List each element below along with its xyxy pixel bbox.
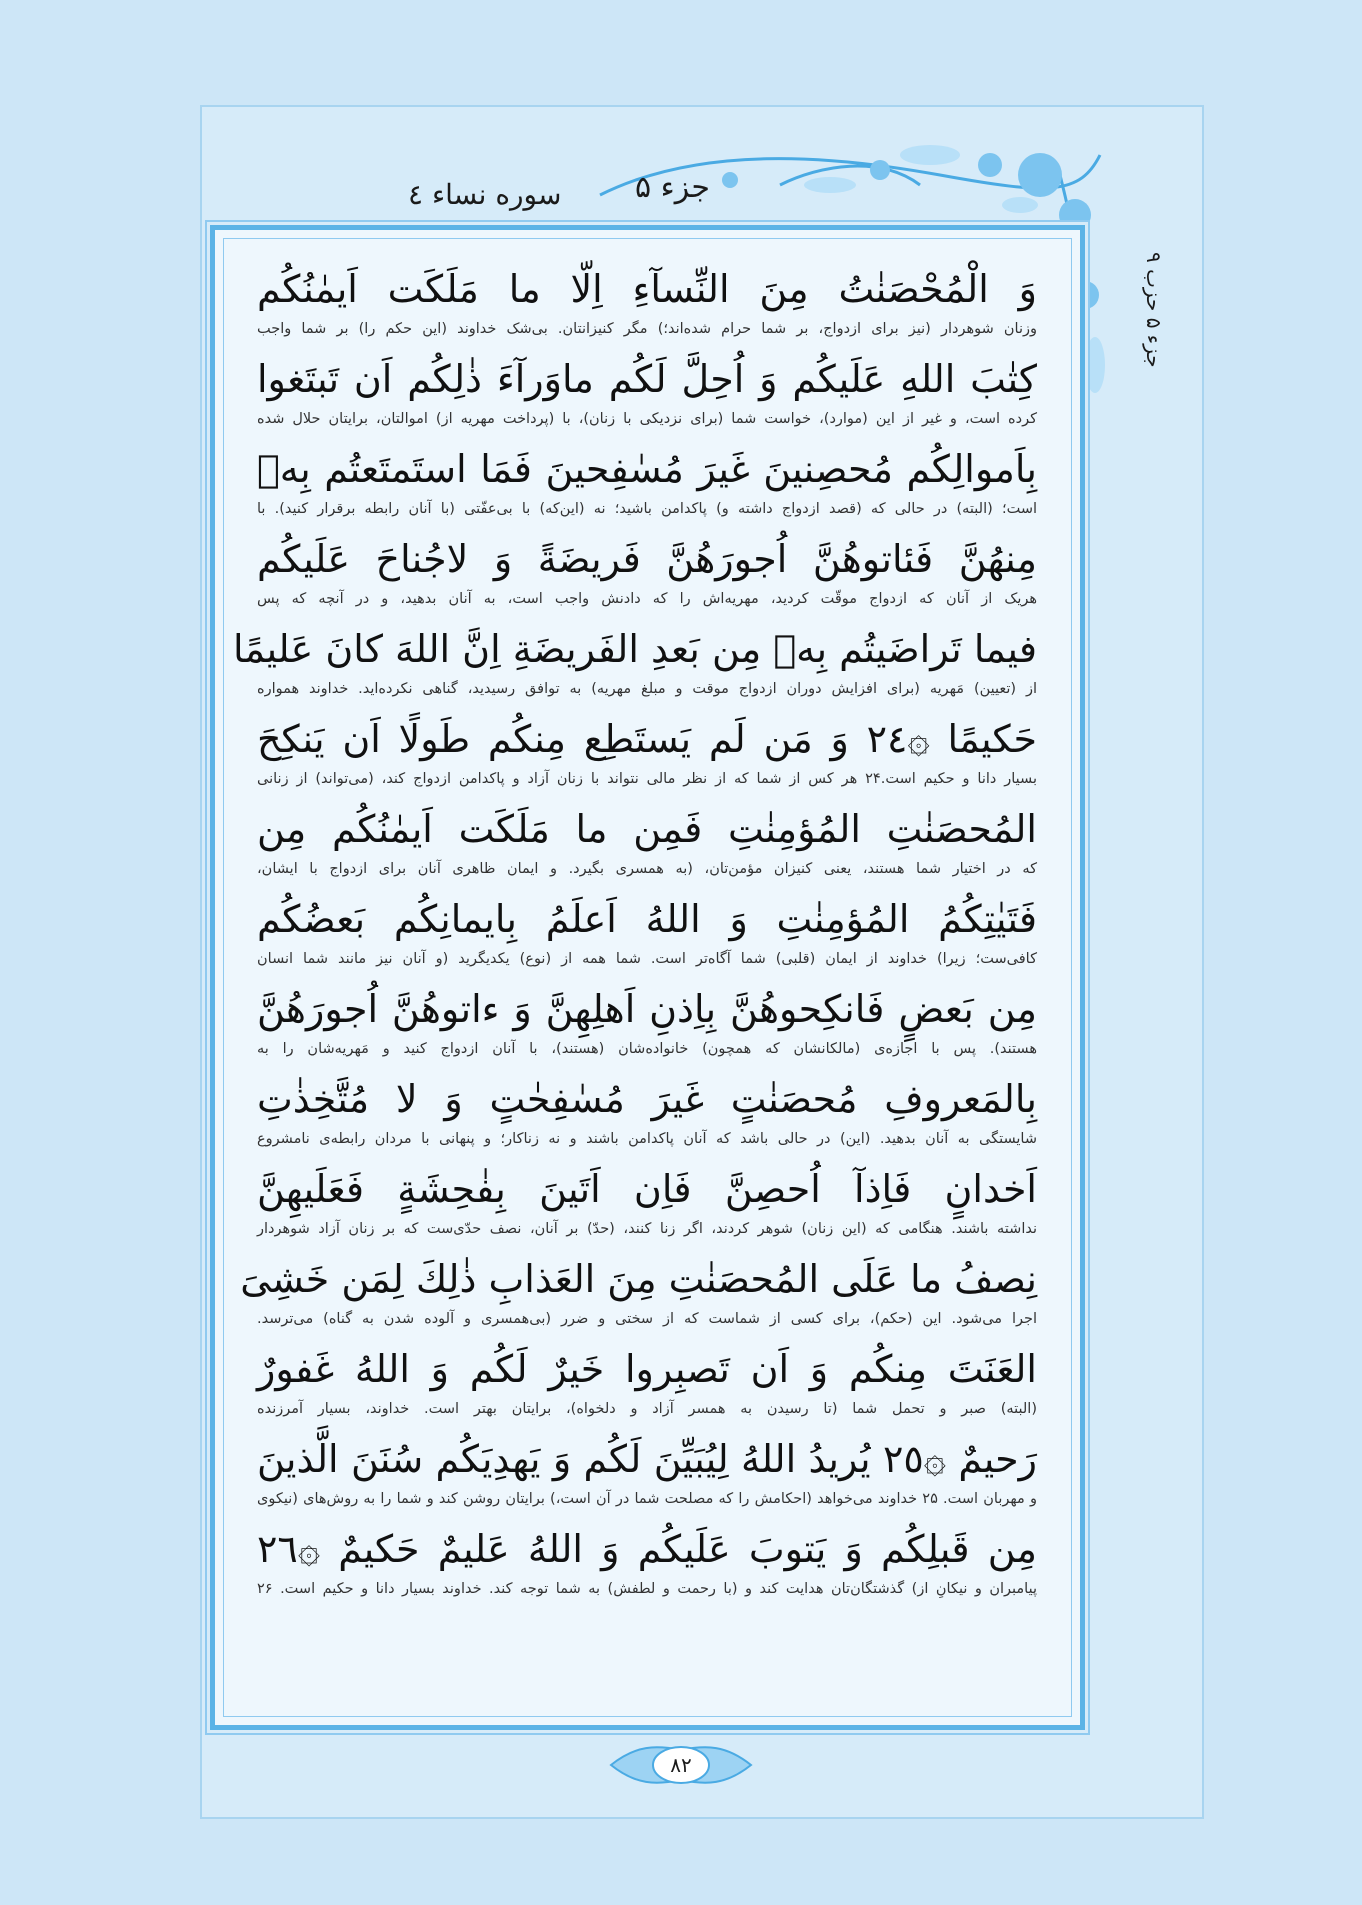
arabic-text: حَکیمًا ۞٢٤ وَ مَن لَم یَستَطِع مِنکُم طَولًا اَن یَنکِحَ <box>257 717 1037 761</box>
verse-line <box>257 1160 1037 1250</box>
persian-translation: از (تعیین) مَهریه (برای افزایش دوران ازدواج موقت و مبلغ مهریه) به توافق رسیدید، گناهی نکرده‌اید. خداوند همواره <box>257 681 1037 697</box>
side-label: جزء ۵ حزب ۹ <box>1142 252 1166 368</box>
arabic-text: العَنَتَ مِنکُم وَ اَن تَصبِروا خَیرٌ لَکُم وَ اللهُ غَفورٌ <box>257 1347 1037 1391</box>
verse-line <box>240 1250 1037 1340</box>
persian-translation: که در اختیار شما هستند، یعنی کنیزان مؤمن‌تان، (به همسری بگیرد. و ایمان ظاهری آنان برای ازدواج با ایشان، <box>257 861 1037 877</box>
text-panel <box>210 225 1085 1730</box>
persian-translation: نداشته باشند. هنگامی که (این زنان) شوهر کردند، اگر زنا کنند، (حدّ) بر آنان، نصف حدّی‌ست که بر زنان آزاد شوهردار <box>257 1221 1037 1237</box>
verse-line <box>257 350 1037 440</box>
persian-translation: هستند). پس با اجازه‌ی (مالکانشان که همچون) خانواده‌شان (هستند)، با آنان ازدواج کنید و مَهریه‌شان را به <box>257 1041 1037 1057</box>
arabic-text: اَخدانٍ فَاِذآ اُحصِنَّ فَاِن اَتَینَ بِفٰحِشَةٍ فَعَلَیهِنَّ <box>257 1167 1037 1211</box>
persian-translation: و مهربان است. ۲۵ خداوند می‌خواهد (احکامش را که مصلحت شما در آن است،) برایتان روشن کند و شما را به روش‌های (نیکوی <box>257 1491 1037 1507</box>
arabic-text: مِن قَبلِکُم وَ یَتوبَ عَلَیکُم وَ اللهُ عَلیمٌ حَکیمٌ ۞٢٦ <box>257 1527 1037 1571</box>
arabic-text: فَتَیٰتِکُمُ المُؤمِنٰتِ وَ اللهُ اَعلَمُ بِایمانِکُم بَعضُکُم <box>257 897 1037 941</box>
arabic-text: مِنهُنَّ فَئاتوهُنَّ اُجورَهُنَّ فَریضَةً وَ لاجُناحَ عَلَیکُم <box>257 537 1037 581</box>
verse-line <box>257 440 1037 530</box>
arabic-text: نِصفُ ما عَلَی المُحصَنٰتِ مِنَ العَذابِ ذٰلِكَ لِمَن خَشِیَ <box>240 1257 1037 1301</box>
arabic-text: بِالمَعروفِ مُحصَنٰتٍ غَیرَ مُسٰفِحٰتٍ وَ لا مُتَّخِذٰتِ <box>257 1077 1037 1121</box>
verse-line <box>257 800 1037 890</box>
verses-list <box>233 260 1038 1610</box>
verse-line <box>257 1340 1037 1430</box>
verse-line <box>257 710 1037 800</box>
juz-label: جزء ۵ <box>635 170 710 205</box>
persian-translation: شایستگی به آنان بدهید. (این) در حالی باشد که آنان پاکدامن باشند و نه زناکار؛ و پنهانی با مردان رابطه‌ی نامشروع <box>257 1131 1037 1147</box>
page-number: ٨٢ <box>670 1753 692 1777</box>
arabic-text: وَ الْمُحْصَنٰتُ مِنَ النِّسآءِ اِلّا ما مَلَكَت اَیمٰنُکُم <box>257 267 1037 311</box>
verse-line <box>257 1520 1037 1610</box>
arabic-text: فیما تَراضَیتُم بِهٖ مِن بَعدِ الفَریضَةِ اِنَّ اللهَ کانَ عَلیمًا <box>233 627 1037 671</box>
verse-line <box>257 890 1037 980</box>
persian-translation: پیامبران و نیکانِ از) گذشتگان‌تان هدایت کند و (با رحمت و لطفش) به شما توجه کند. خداوند بسیار دانا و حکیم است. ۲۶ <box>257 1581 1037 1597</box>
verse-line <box>257 980 1037 1070</box>
arabic-text: مِن بَعضٍ فَانکِحوهُنَّ بِاِذنِ اَهلِهِنَّ وَ ءاتوهُنَّ اُجورَهُنَّ <box>257 987 1037 1031</box>
persian-translation: هریک از آنان که ازدواج موقّت کردید، مهریه‌اش را که دادنش واجب است، به آنان بدهید، و در آنچه که پس <box>257 591 1037 607</box>
persian-translation: کرده است، و غیر از این (موارد)، خواست شما (برای نزدیکی با زنان)، با (پرداخت مهریه از) اموالتان، برایتان حلال شده <box>257 411 1037 427</box>
page-number-badge <box>606 1740 756 1790</box>
surah-label: سوره نساء ٤ <box>408 178 562 211</box>
persian-translation: کافی‌ست؛ زیرا) خداوند از ایمان (قلبی) شما آگاه‌تر است. شما همه از (نوع) یکدیگرید (و آنان نیز مانند شما انسان <box>257 951 1037 967</box>
persian-translation: بسیار دانا و حکیم است.۲۴ هر کس از شما که از نظر مالی نتواند با زنان آزاد و پاکدامن ازدواج کند، (می‌تواند) از زنانی <box>257 771 1038 787</box>
verse-line <box>257 530 1037 620</box>
persian-translation: اجرا می‌شود. این (حکم)، برای کسی از شماست که از سختی و ضرر (بی‌همسری و آلوده شدن به گناه) می‌ترسد. <box>257 1311 1037 1327</box>
persian-translation: وزنان شوهردار (نیز برای ازدواج، بر شما حرام شده‌اند؛) مگر کنیزانتان. بی‌شک خداوند (این حکم را) بر شما واجب <box>257 321 1037 337</box>
persian-translation: است؛ (البته) در حالی که (قصد ازدواج داشته و) پاکدامن باشید؛ نه (این‌که) با بی‌عفّتی (با آنان رابطه برقرار کنید). با <box>257 501 1037 517</box>
arabic-text: بِاَموالِکُم مُحصِنینَ غَیرَ مُسٰفِحینَ فَمَا استَمتَعتُم بِهٖ <box>257 447 1037 491</box>
arabic-text: کِتٰبَ اللهِ عَلَیکُم وَ اُحِلَّ لَکُم ماوَرآءَ ذٰلِکُم اَن تَبتَغوا <box>257 357 1037 401</box>
verse-line <box>257 1430 1037 1520</box>
verse-line <box>257 260 1037 350</box>
verse-line <box>257 1070 1037 1160</box>
arabic-text: المُحصَنٰتِ المُؤمِنٰتِ فَمِن ما مَلَکَت اَیمٰنُکُم مِن <box>257 807 1037 851</box>
page-header <box>0 170 1362 220</box>
persian-translation: (البته) صبر و تحمل شما (تا رسیدن به همسر آزاد و دلخواه)، برایتان بهتر است. خداوند، بسیار آمرزنده <box>257 1401 1037 1417</box>
arabic-text: رَحیمٌ ۞٢٥ یُریدُ اللهُ لِیُبَیِّنَ لَکُم وَ یَهدِیَکُم سُنَنَ الَّذینَ <box>257 1437 1037 1481</box>
verse-line <box>233 620 1037 710</box>
